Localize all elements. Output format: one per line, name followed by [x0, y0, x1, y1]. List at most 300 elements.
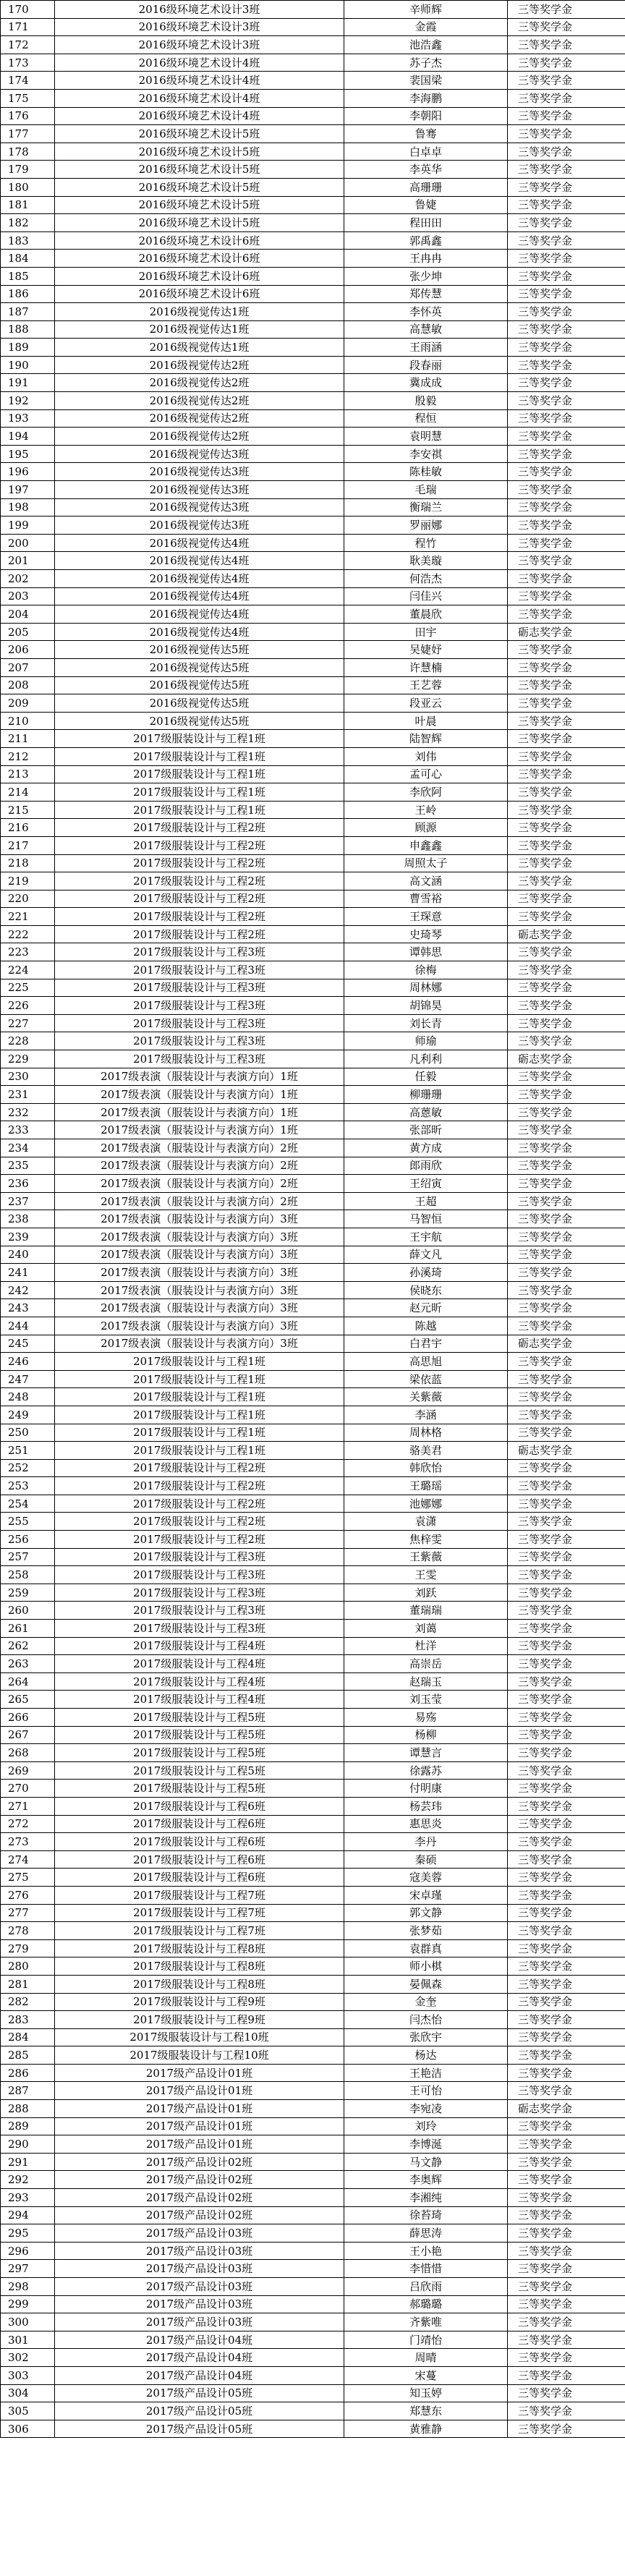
award-cell: 三等奖学金 — [508, 428, 625, 446]
student-name-cell: 叶晨 — [344, 712, 508, 730]
class-name-cell: 2017级服装设计与工程8班 — [55, 1957, 344, 1976]
class-name-cell: 2017级产品设计05班 — [55, 2402, 344, 2420]
award-cell: 三等奖学金 — [508, 1068, 625, 1086]
student-name-cell: 史琦琴 — [344, 925, 508, 943]
row-number: 195 — [1, 445, 55, 463]
award-cell: 三等奖学金 — [508, 1548, 625, 1566]
table-row — [1, 925, 625, 943]
class-name-cell: 2017级表演（服装设计与表演方向）3班 — [55, 1264, 344, 1282]
row-number: 260 — [1, 1602, 55, 1620]
award-cell: 三等奖学金 — [508, 36, 625, 54]
student-name-cell: 王艺蓉 — [344, 676, 508, 694]
student-name-cell: 何浩杰 — [344, 570, 508, 588]
class-name-cell: 2017级服装设计与工程3班 — [55, 1566, 344, 1584]
table-row — [1, 979, 625, 997]
award-cell: 三等奖学金 — [508, 1709, 625, 1727]
table-row — [1, 2171, 625, 2189]
award-cell: 三等奖学金 — [508, 1726, 625, 1744]
table-row — [1, 2366, 625, 2384]
student-name-cell: 易殇 — [344, 1709, 508, 1727]
table-row — [1, 2313, 625, 2331]
table-row — [1, 250, 625, 268]
row-number: 172 — [1, 36, 55, 54]
student-name-cell: 侯晓东 — [344, 1281, 508, 1299]
award-cell: 三等奖学金 — [508, 712, 625, 730]
student-name-cell: 曹雪裕 — [344, 890, 508, 908]
class-name-cell: 2017级服装设计与工程1班 — [55, 1353, 344, 1371]
student-name-cell: 鲁婕 — [344, 196, 508, 214]
class-name-cell: 2017级产品设计03班 — [55, 2242, 344, 2260]
table-row — [1, 1566, 625, 1584]
student-name-cell: 李怀英 — [344, 303, 508, 321]
award-cell: 三等奖学金 — [508, 356, 625, 374]
award-cell: 三等奖学金 — [508, 2313, 625, 2331]
table-row — [1, 339, 625, 357]
class-name-cell: 2016级视觉传达5班 — [55, 694, 344, 713]
table-row — [1, 445, 625, 463]
class-name-cell: 2017级产品设计04班 — [55, 2331, 344, 2349]
row-number: 271 — [1, 1797, 55, 1815]
row-number: 250 — [1, 1424, 55, 1442]
table-row — [1, 1548, 625, 1566]
row-number: 208 — [1, 676, 55, 694]
class-name-cell: 2016级环境艺术设计4班 — [55, 72, 344, 90]
row-number: 233 — [1, 1121, 55, 1139]
row-number: 257 — [1, 1548, 55, 1566]
row-number: 297 — [1, 2260, 55, 2278]
table-row — [1, 2349, 625, 2367]
student-name-cell: 柳珊珊 — [344, 1086, 508, 1104]
student-name-cell: 王艳洁 — [344, 2064, 508, 2082]
class-name-cell: 2017级表演（服装设计与表演方向）2班 — [55, 1175, 344, 1193]
award-cell: 三等奖学金 — [508, 2028, 625, 2046]
class-name-cell: 2017级产品设计03班 — [55, 2295, 344, 2313]
award-cell: 三等奖学金 — [508, 1797, 625, 1815]
class-name-cell: 2017级产品设计01班 — [55, 2082, 344, 2100]
class-name-cell: 2017级产品设计04班 — [55, 2349, 344, 2367]
award-cell: 三等奖学金 — [508, 890, 625, 908]
award-cell: 三等奖学金 — [508, 1993, 625, 2011]
student-name-cell: 胡锦昊 — [344, 997, 508, 1015]
row-number: 207 — [1, 658, 55, 676]
class-name-cell: 2016级视觉传达4班 — [55, 605, 344, 624]
class-name-cell: 2017级服装设计与工程2班 — [55, 908, 344, 926]
award-cell: 三等奖学金 — [508, 89, 625, 107]
award-cell: 三等奖学金 — [508, 1210, 625, 1228]
award-cell: 三等奖学金 — [508, 320, 625, 339]
table-row — [1, 1726, 625, 1744]
table-row — [1, 517, 625, 535]
student-name-cell: 师小棋 — [344, 1957, 508, 1976]
class-name-cell: 2017级产品设计02班 — [55, 2153, 344, 2171]
class-name-cell: 2017级服装设计与工程4班 — [55, 1672, 344, 1691]
row-number: 176 — [1, 107, 55, 125]
class-name-cell: 2017级服装设计与工程3班 — [55, 1014, 344, 1032]
student-name-cell: 金霞 — [344, 18, 508, 36]
row-number: 280 — [1, 1957, 55, 1976]
award-cell: 砺志奖学金 — [508, 1442, 625, 1460]
award-cell: 三等奖学金 — [508, 747, 625, 765]
student-name-cell: 付明康 — [344, 1780, 508, 1798]
table-row — [1, 1264, 625, 1282]
student-name-cell: 李宛凌 — [344, 2100, 508, 2118]
student-name-cell: 李涵 — [344, 1406, 508, 1424]
award-cell: 三等奖学金 — [508, 605, 625, 624]
class-name-cell: 2017级服装设计与工程9班 — [55, 2011, 344, 2029]
table-row — [1, 1815, 625, 1833]
class-name-cell: 2016级视觉传达4班 — [55, 552, 344, 570]
award-cell: 三等奖学金 — [508, 196, 625, 214]
award-cell: 三等奖学金 — [508, 1317, 625, 1335]
award-cell: 三等奖学金 — [508, 2278, 625, 2296]
row-number: 230 — [1, 1068, 55, 1086]
class-name-cell: 2016级视觉传达2班 — [55, 428, 344, 446]
row-number: 210 — [1, 712, 55, 730]
class-name-cell: 2017级表演（服装设计与表演方向）3班 — [55, 1317, 344, 1335]
student-name-cell: 杨柳 — [344, 1726, 508, 1744]
student-name-cell: 杜洋 — [344, 1637, 508, 1655]
student-name-cell: 李博涎 — [344, 2135, 508, 2154]
class-name-cell: 2016级环境艺术设计3班 — [55, 18, 344, 36]
table-row — [1, 1797, 625, 1815]
award-cell: 三等奖学金 — [508, 1886, 625, 1904]
class-name-cell: 2016级视觉传达5班 — [55, 676, 344, 694]
student-name-cell: 宋蔓 — [344, 2366, 508, 2384]
table-row — [1, 36, 625, 54]
award-cell: 三等奖学金 — [508, 1780, 625, 1798]
student-name-cell: 高珊珊 — [344, 178, 508, 196]
row-number: 298 — [1, 2278, 55, 2296]
table-row — [1, 605, 625, 624]
table-row — [1, 2278, 625, 2296]
table-row — [1, 1833, 625, 1851]
award-cell: 三等奖学金 — [508, 143, 625, 161]
table-row — [1, 961, 625, 979]
class-name-cell: 2016级环境艺术设计3班 — [55, 1, 344, 19]
student-name-cell: 刘玉莹 — [344, 1691, 508, 1709]
table-row — [1, 1210, 625, 1228]
row-number: 196 — [1, 463, 55, 481]
row-number: 275 — [1, 1869, 55, 1887]
award-cell: 三等奖学金 — [508, 2011, 625, 2029]
row-number: 277 — [1, 1904, 55, 1922]
row-number: 236 — [1, 1175, 55, 1193]
table-row — [1, 161, 625, 179]
award-cell: 砺志奖学金 — [508, 2100, 625, 2118]
award-cell: 三等奖学金 — [508, 1299, 625, 1317]
class-name-cell: 2016级视觉传达4班 — [55, 623, 344, 641]
class-name-cell: 2016级视觉传达2班 — [55, 392, 344, 410]
award-cell: 三等奖学金 — [508, 1281, 625, 1299]
award-cell: 三等奖学金 — [508, 1975, 625, 1993]
class-name-cell: 2017级服装设计与工程8班 — [55, 1975, 344, 1993]
class-name-cell: 2017级表演（服装设计与表演方向）1班 — [55, 1103, 344, 1121]
table-row — [1, 1584, 625, 1602]
student-name-cell: 周晴 — [344, 2349, 508, 2367]
table-row — [1, 1655, 625, 1673]
class-name-cell: 2017级服装设计与工程2班 — [55, 819, 344, 837]
student-name-cell: 秦硕 — [344, 1850, 508, 1869]
row-number: 191 — [1, 374, 55, 392]
row-number: 182 — [1, 214, 55, 232]
row-number: 201 — [1, 552, 55, 570]
student-name-cell: 徐梅 — [344, 961, 508, 979]
award-cell: 三等奖学金 — [508, 1513, 625, 1531]
table-row — [1, 765, 625, 783]
row-number: 219 — [1, 872, 55, 890]
award-cell: 三等奖学金 — [508, 1406, 625, 1424]
class-name-cell: 2016级环境艺术设计6班 — [55, 250, 344, 268]
student-name-cell: 段亚云 — [344, 694, 508, 713]
student-name-cell: 寇美蓉 — [344, 1869, 508, 1887]
row-number: 200 — [1, 534, 55, 552]
table-row — [1, 1086, 625, 1104]
table-row — [1, 1922, 625, 1940]
row-number: 199 — [1, 517, 55, 535]
award-cell: 三等奖学金 — [508, 1192, 625, 1210]
row-number: 279 — [1, 1939, 55, 1957]
table-row — [1, 730, 625, 748]
class-name-cell: 2017级服装设计与工程6班 — [55, 1833, 344, 1851]
table-row — [1, 1744, 625, 1762]
student-name-cell: 李湘纯 — [344, 2189, 508, 2207]
class-name-cell: 2017级服装设计与工程3班 — [55, 943, 344, 961]
student-name-cell: 张少坤 — [344, 267, 508, 285]
row-number: 259 — [1, 1584, 55, 1602]
student-name-cell: 裴国梁 — [344, 72, 508, 90]
class-name-cell: 2017级服装设计与工程1班 — [55, 765, 344, 783]
class-name-cell: 2016级视觉传达2班 — [55, 374, 344, 392]
award-cell: 三等奖学金 — [508, 1228, 625, 1246]
row-number: 220 — [1, 890, 55, 908]
class-name-cell: 2017级服装设计与工程1班 — [55, 730, 344, 748]
award-cell: 三等奖学金 — [508, 2331, 625, 2349]
table-row — [1, 2206, 625, 2224]
row-number: 244 — [1, 1317, 55, 1335]
table-row — [1, 819, 625, 837]
award-cell: 三等奖学金 — [508, 1761, 625, 1780]
table-row — [1, 409, 625, 428]
award-cell: 三等奖学金 — [508, 1086, 625, 1104]
student-name-cell: 闫杰怡 — [344, 2011, 508, 2029]
table-row — [1, 1442, 625, 1460]
award-cell: 三等奖学金 — [508, 676, 625, 694]
student-name-cell: 谭韩思 — [344, 943, 508, 961]
table-row — [1, 1246, 625, 1264]
award-cell: 三等奖学金 — [508, 1904, 625, 1922]
student-name-cell: 薛思涛 — [344, 2224, 508, 2243]
table-row — [1, 1459, 625, 1477]
table-row — [1, 1531, 625, 1549]
table-row — [1, 1957, 625, 1976]
award-cell: 三等奖学金 — [508, 1584, 625, 1602]
class-name-cell: 2017级服装设计与工程4班 — [55, 1637, 344, 1655]
award-cell: 三等奖学金 — [508, 1, 625, 19]
student-name-cell: 李英华 — [344, 161, 508, 179]
award-cell: 三等奖学金 — [508, 658, 625, 676]
award-cell: 三等奖学金 — [508, 2064, 625, 2082]
class-name-cell: 2017级服装设计与工程4班 — [55, 1655, 344, 1673]
row-number: 170 — [1, 1, 55, 19]
student-name-cell: 白卓卓 — [344, 143, 508, 161]
table-row — [1, 1032, 625, 1050]
award-cell: 三等奖学金 — [508, 961, 625, 979]
student-name-cell: 关紫薇 — [344, 1388, 508, 1406]
award-cell: 三等奖学金 — [508, 1566, 625, 1584]
student-name-cell: 申鑫鑫 — [344, 836, 508, 854]
student-name-cell: 李海鹏 — [344, 89, 508, 107]
award-cell: 三等奖学金 — [508, 1121, 625, 1139]
table-row — [1, 1068, 625, 1086]
award-cell: 三等奖学金 — [508, 107, 625, 125]
row-number: 211 — [1, 730, 55, 748]
table-row — [1, 1709, 625, 1727]
student-name-cell: 知玉婷 — [344, 2384, 508, 2402]
award-cell: 三等奖学金 — [508, 1175, 625, 1193]
award-cell: 三等奖学金 — [508, 2366, 625, 2384]
student-name-cell: 孟可心 — [344, 765, 508, 783]
row-number: 253 — [1, 1477, 55, 1495]
student-name-cell: 赵瑞玉 — [344, 1672, 508, 1691]
student-name-cell: 袁明慧 — [344, 428, 508, 446]
student-name-cell: 刘长青 — [344, 1014, 508, 1032]
class-name-cell: 2017级服装设计与工程1班 — [55, 747, 344, 765]
table-row — [1, 2064, 625, 2082]
class-name-cell: 2016级环境艺术设计5班 — [55, 214, 344, 232]
row-number: 179 — [1, 161, 55, 179]
row-number: 241 — [1, 1264, 55, 1282]
award-cell: 三等奖学金 — [508, 1939, 625, 1957]
table-row — [1, 2100, 625, 2118]
class-name-cell: 2017级产品设计05班 — [55, 2384, 344, 2402]
table-row — [1, 374, 625, 392]
row-number: 187 — [1, 303, 55, 321]
award-cell: 三等奖学金 — [508, 409, 625, 428]
table-row — [1, 2028, 625, 2046]
award-cell: 三等奖学金 — [508, 161, 625, 179]
student-name-cell: 宋卓瑾 — [344, 1886, 508, 1904]
row-number: 226 — [1, 997, 55, 1015]
student-name-cell: 凡利利 — [344, 1050, 508, 1068]
student-name-cell: 毛瑞 — [344, 481, 508, 499]
row-number: 266 — [1, 1709, 55, 1727]
student-name-cell: 谭慧言 — [344, 1744, 508, 1762]
award-cell: 三等奖学金 — [508, 694, 625, 713]
class-name-cell: 2017级服装设计与工程9班 — [55, 1993, 344, 2011]
student-name-cell: 辛师辉 — [344, 1, 508, 19]
table-row — [1, 783, 625, 802]
class-name-cell: 2016级环境艺术设计6班 — [55, 285, 344, 303]
row-number: 177 — [1, 125, 55, 143]
student-name-cell: 郭禹鑫 — [344, 231, 508, 250]
class-name-cell: 2017级服装设计与工程5班 — [55, 1726, 344, 1744]
award-cell: 三等奖学金 — [508, 267, 625, 285]
award-cell: 三等奖学金 — [508, 872, 625, 890]
row-number: 274 — [1, 1850, 55, 1869]
student-name-cell: 晏佩森 — [344, 1975, 508, 1993]
table-row — [1, 1513, 625, 1531]
row-number: 243 — [1, 1299, 55, 1317]
table-row — [1, 2242, 625, 2260]
award-cell: 三等奖学金 — [508, 1869, 625, 1887]
table-row — [1, 1014, 625, 1032]
table-row — [1, 2117, 625, 2135]
row-number: 282 — [1, 1993, 55, 2011]
table-row — [1, 107, 625, 125]
class-name-cell: 2016级视觉传达5班 — [55, 641, 344, 659]
class-name-cell: 2017级产品设计03班 — [55, 2313, 344, 2331]
award-cell: 三等奖学金 — [508, 1744, 625, 1762]
class-name-cell: 2017级服装设计与工程1班 — [55, 1406, 344, 1424]
student-name-cell: 周林格 — [344, 1424, 508, 1442]
award-cell: 三等奖学金 — [508, 2295, 625, 2313]
award-cell: 三等奖学金 — [508, 1691, 625, 1709]
award-cell: 三等奖学金 — [508, 72, 625, 90]
award-cell: 三等奖学金 — [508, 2189, 625, 2207]
student-name-cell: 郑慧东 — [344, 2402, 508, 2420]
award-cell: 三等奖学金 — [508, 481, 625, 499]
award-cell: 三等奖学金 — [508, 1922, 625, 1940]
class-name-cell: 2017级表演（服装设计与表演方向）1班 — [55, 1086, 344, 1104]
class-name-cell: 2017级服装设计与工程10班 — [55, 2046, 344, 2065]
row-number: 231 — [1, 1086, 55, 1104]
table-row — [1, 2153, 625, 2171]
table-row — [1, 1281, 625, 1299]
table-row — [1, 1299, 625, 1317]
student-name-cell: 李朝阳 — [344, 107, 508, 125]
student-name-cell: 徐露苏 — [344, 1761, 508, 1780]
award-cell: 三等奖学金 — [508, 997, 625, 1015]
row-number: 234 — [1, 1139, 55, 1157]
award-cell: 三等奖学金 — [508, 1531, 625, 1549]
table-row — [1, 1192, 625, 1210]
class-name-cell: 2016级视觉传达5班 — [55, 658, 344, 676]
class-name-cell: 2017级产品设计03班 — [55, 2224, 344, 2243]
row-number: 213 — [1, 765, 55, 783]
award-cell: 三等奖学金 — [508, 498, 625, 517]
table-row — [1, 1620, 625, 1638]
row-number: 180 — [1, 178, 55, 196]
row-number: 217 — [1, 836, 55, 854]
student-name-cell: 徐苔琦 — [344, 2206, 508, 2224]
table-row — [1, 1353, 625, 1371]
table-row — [1, 1370, 625, 1388]
row-number: 262 — [1, 1637, 55, 1655]
award-cell: 三等奖学金 — [508, 1655, 625, 1673]
class-name-cell: 2016级视觉传达1班 — [55, 320, 344, 339]
class-name-cell: 2017级服装设计与工程3班 — [55, 1584, 344, 1602]
student-name-cell: 程田田 — [344, 214, 508, 232]
table-row — [1, 178, 625, 196]
student-name-cell: 陈桂敏 — [344, 463, 508, 481]
table-row — [1, 552, 625, 570]
award-cell: 三等奖学金 — [508, 1495, 625, 1513]
table-row — [1, 747, 625, 765]
student-name-cell: 王冉冉 — [344, 250, 508, 268]
row-number: 227 — [1, 1014, 55, 1032]
table-row — [1, 1477, 625, 1495]
table-row — [1, 676, 625, 694]
table-row — [1, 1637, 625, 1655]
award-cell: 三等奖学金 — [508, 463, 625, 481]
award-cell: 三等奖学金 — [508, 1424, 625, 1442]
row-number: 223 — [1, 943, 55, 961]
table-row — [1, 890, 625, 908]
table-row — [1, 2402, 625, 2420]
class-name-cell: 2017级表演（服装设计与表演方向）1班 — [55, 1121, 344, 1139]
award-cell: 三等奖学金 — [508, 587, 625, 605]
table-row — [1, 214, 625, 232]
